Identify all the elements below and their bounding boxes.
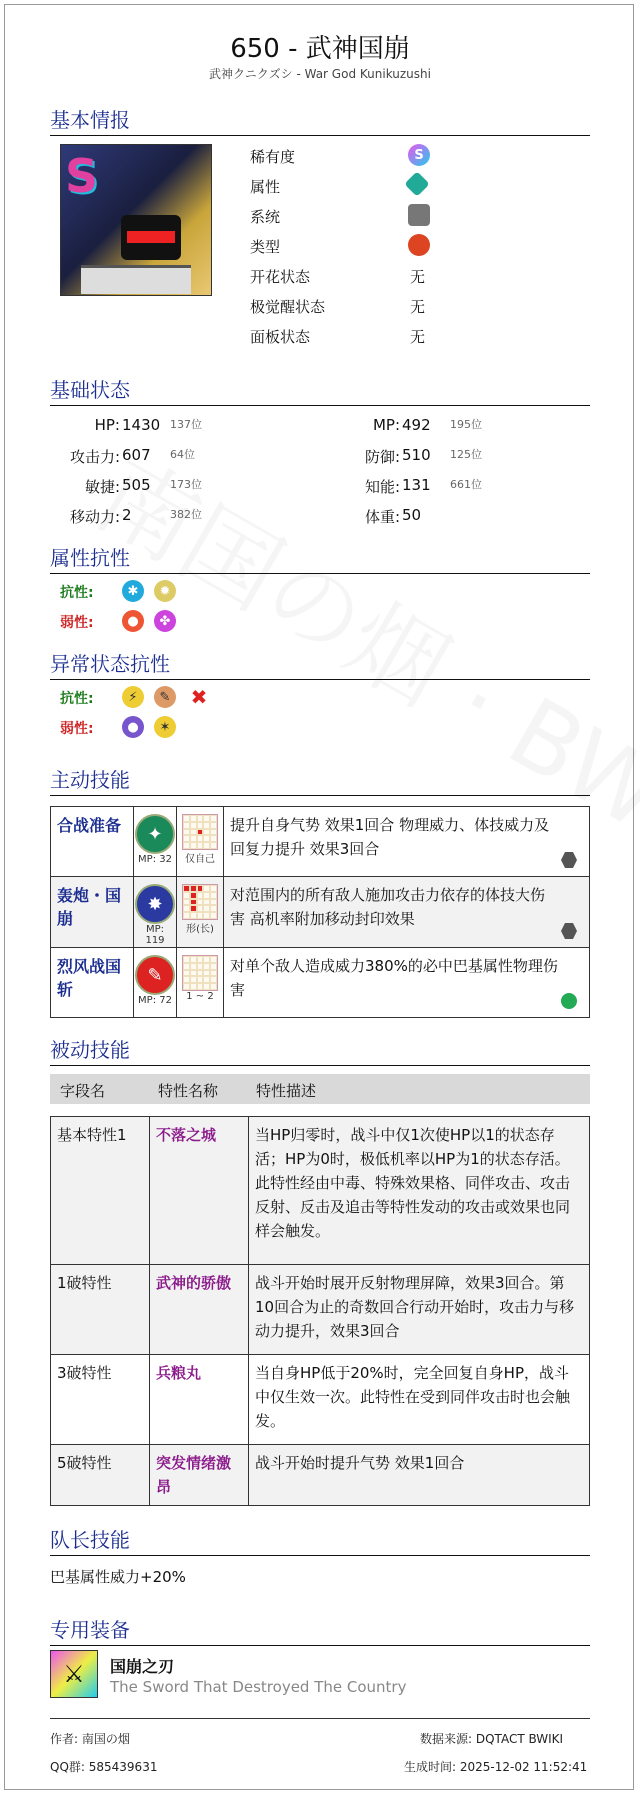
info-label-panel: 面板状态 bbox=[250, 328, 311, 346]
section-leader: 队长技能 bbox=[50, 1524, 590, 1556]
stat-rank-agi: 173位 bbox=[170, 478, 202, 491]
skill-range-cell bbox=[177, 807, 224, 877]
skill-name: 轰炮・国崩 bbox=[51, 877, 134, 948]
confuse-icon: ✶ bbox=[154, 716, 176, 738]
skill-mp: MP: 72 bbox=[138, 995, 172, 1006]
passive-field: 5破特性 bbox=[51, 1445, 150, 1506]
footer-qq: QQ群: 585439631 bbox=[50, 1760, 158, 1774]
light-icon: ✹ bbox=[154, 580, 176, 602]
skill-range: 形(长) bbox=[186, 924, 214, 935]
section-passive: 被动技能 bbox=[50, 1034, 590, 1066]
stat-value-def: 510 bbox=[402, 446, 431, 464]
section-active: 主动技能 bbox=[50, 764, 590, 796]
section-attr-res: 属性抗性 bbox=[50, 542, 590, 574]
stat-value-weight: 50 bbox=[402, 506, 422, 524]
page-title: 650 - 武神国崩 bbox=[230, 34, 410, 64]
type-icon bbox=[408, 234, 430, 256]
info-label-rarity: 稀有度 bbox=[250, 148, 296, 166]
passive-row bbox=[51, 1265, 590, 1355]
passive-row bbox=[51, 1445, 590, 1506]
skill-desc-cell bbox=[224, 877, 590, 948]
passive-skill-table bbox=[50, 1116, 590, 1506]
fire-icon: ● bbox=[122, 610, 144, 632]
stat-label-mp: MP: bbox=[372, 416, 400, 434]
passive-name: 兵粮丸 bbox=[150, 1355, 249, 1445]
ailment-weak-label: 弱性: bbox=[60, 721, 94, 737]
skill-icon-cell bbox=[134, 807, 177, 877]
stat-rank-move: 382位 bbox=[170, 508, 202, 521]
header-field: 字段名 bbox=[60, 1082, 106, 1100]
passive-row bbox=[51, 1355, 590, 1445]
passive-field: 基本特性1 bbox=[51, 1117, 150, 1265]
section-ailment-res: 异常状态抗性 bbox=[50, 648, 590, 680]
cross-icon: ✖ bbox=[190, 685, 208, 709]
skill-icon-cell bbox=[134, 877, 177, 948]
buff-skill-icon: ✦ bbox=[135, 814, 175, 854]
footer-author: 作者: 南国の烟 bbox=[50, 1732, 130, 1746]
footer-divider bbox=[50, 1718, 590, 1719]
section-stats: 基础状态 bbox=[50, 374, 590, 406]
active-skill-row bbox=[51, 807, 590, 877]
skill-range-cell bbox=[177, 877, 224, 948]
range-grid-icon bbox=[182, 814, 218, 850]
equip-en-name: The Sword That Destroyed The Country bbox=[110, 1678, 407, 1696]
ailment-resist-label: 抗性: bbox=[60, 691, 94, 707]
equip-name: 国崩之刃 bbox=[110, 1657, 175, 1676]
hexagon-icon bbox=[561, 923, 577, 939]
attr-weak-label: 弱性: bbox=[60, 615, 94, 631]
stat-rank-mp: 195位 bbox=[450, 418, 482, 431]
stat-rank-hp: 137位 bbox=[170, 418, 202, 431]
passive-name: 突发情绪激昂 bbox=[150, 1445, 249, 1506]
active-skill-row bbox=[51, 877, 590, 948]
sleep-icon: ✎ bbox=[154, 686, 176, 708]
slash-skill-icon: ✎ bbox=[135, 955, 175, 995]
footer-source: 数据来源: DQTACT BWIKI bbox=[420, 1732, 564, 1746]
stat-rank-atk: 64位 bbox=[170, 448, 195, 461]
passive-field: 3破特性 bbox=[51, 1355, 150, 1445]
stat-label-int: 知能: bbox=[364, 478, 400, 496]
info-label-awaken: 极觉醒状态 bbox=[250, 298, 326, 316]
skill-desc: 对范围内的所有敌人施加攻击力依存的体技大伤害 高机率附加移动封印效果 bbox=[230, 886, 546, 928]
ice-icon: ✱ bbox=[122, 580, 144, 602]
active-skill-table bbox=[50, 806, 590, 1018]
cannon-skill-icon: ✸ bbox=[135, 884, 175, 924]
passive-field: 1破特性 bbox=[51, 1265, 150, 1355]
page-subtitle: 武神クニクズシ - War God Kunikuzushi bbox=[209, 67, 431, 81]
skill-range: 1 ~ 2 bbox=[186, 991, 214, 1002]
passive-table-header bbox=[50, 1074, 590, 1104]
info-label-bloom: 开花状态 bbox=[250, 268, 311, 286]
sword-equip-icon: ⚔ bbox=[50, 1650, 98, 1698]
poison-icon: ● bbox=[122, 716, 144, 738]
skill-mp: MP: 32 bbox=[138, 854, 172, 865]
stat-value-move: 2 bbox=[122, 506, 132, 524]
header-desc: 特性描述 bbox=[256, 1082, 317, 1100]
attr-resist-label: 抗性: bbox=[60, 585, 94, 601]
header-name: 特性名称 bbox=[158, 1082, 219, 1100]
active-skill-row bbox=[51, 948, 590, 1018]
passive-desc: 战斗开始时展开反射物理屏障，效果3回合。第10回合为止的奇数回合行动开始时，攻击力与移动力提升，效果3回合 bbox=[249, 1265, 590, 1355]
rarity-s-icon: S bbox=[408, 144, 430, 166]
passive-desc: 当HP归零时，战斗中仅1次使HP以1的状态存活；HP为0时，极低机率以HP为1的状态存活。此特性经由中毒、特殊效果格、同伴攻击、攻击反射、反击及追击等特性发动的攻击或效果也同样会触发。 bbox=[249, 1117, 590, 1265]
stat-label-hp: HP: bbox=[94, 416, 120, 434]
skill-mp: MP: 119 bbox=[145, 924, 165, 946]
stat-value-hp: 1430 bbox=[122, 416, 161, 434]
section-equip: 专用装备 bbox=[50, 1614, 590, 1646]
skill-desc-cell bbox=[224, 807, 590, 877]
paralysis-icon: ⚡ bbox=[122, 686, 144, 708]
skill-desc: 对单个敌人造成威力380%的必中巴基属性物理伤害 bbox=[230, 957, 558, 999]
info-label-system: 系统 bbox=[250, 208, 281, 226]
stat-value-int: 131 bbox=[402, 476, 431, 494]
range-grid-icon bbox=[182, 955, 218, 991]
passive-desc: 战斗开始时提升气势 效果1回合 bbox=[249, 1445, 590, 1506]
footer-time: 生成时间: 2025-12-02 11:52:41 bbox=[404, 1760, 588, 1774]
skill-desc: 提升自身气势 效果1回合 物理威力、体技威力及回复力提升 效果3回合 bbox=[230, 816, 550, 858]
skill-range: 仅自己 bbox=[185, 854, 215, 865]
info-value-panel: 无 bbox=[410, 328, 426, 346]
skill-name: 烈风战国斩 bbox=[51, 948, 134, 1018]
leader-skill-text: 巴基属性威力+20% bbox=[50, 1568, 186, 1586]
passive-desc: 当自身HP低于20%时，完全回复自身HP，战斗中仅生效一次。此特性在受到同伴攻击时也会触发。 bbox=[249, 1355, 590, 1445]
info-value-awaken: 无 bbox=[410, 298, 426, 316]
stat-rank-def: 125位 bbox=[450, 448, 482, 461]
stat-value-agi: 505 bbox=[122, 476, 151, 494]
range-grid-icon bbox=[182, 884, 218, 920]
stat-label-move: 移动力: bbox=[69, 508, 120, 526]
stat-label-weight: 体重: bbox=[364, 508, 400, 526]
stat-label-agi: 敏捷: bbox=[84, 478, 120, 496]
hexagon-icon bbox=[561, 852, 577, 868]
section-basic: 基本情报 bbox=[50, 104, 590, 136]
wind-element-icon bbox=[561, 993, 577, 1009]
stat-value-atk: 607 bbox=[122, 446, 151, 464]
info-value-bloom: 无 bbox=[410, 268, 426, 286]
skill-icon-cell bbox=[134, 948, 177, 1018]
skill-desc-cell bbox=[224, 948, 590, 1018]
stat-rank-int: 661位 bbox=[450, 478, 482, 491]
stat-label-def: 防御: bbox=[364, 448, 400, 466]
passive-name: 武神的骄傲 bbox=[150, 1265, 249, 1355]
info-label-type: 类型 bbox=[250, 238, 281, 256]
skill-range-cell bbox=[177, 948, 224, 1018]
stat-label-atk: 攻击力: bbox=[69, 448, 120, 466]
wind-icon: ✤ bbox=[154, 610, 176, 632]
passive-row bbox=[51, 1117, 590, 1265]
character-portrait: S bbox=[60, 144, 212, 296]
system-icon bbox=[408, 204, 430, 226]
info-label-element: 属性 bbox=[250, 178, 281, 196]
skill-name: 合战准备 bbox=[51, 807, 134, 877]
stat-value-mp: 492 bbox=[402, 416, 431, 434]
passive-name: 不落之城 bbox=[150, 1117, 249, 1265]
